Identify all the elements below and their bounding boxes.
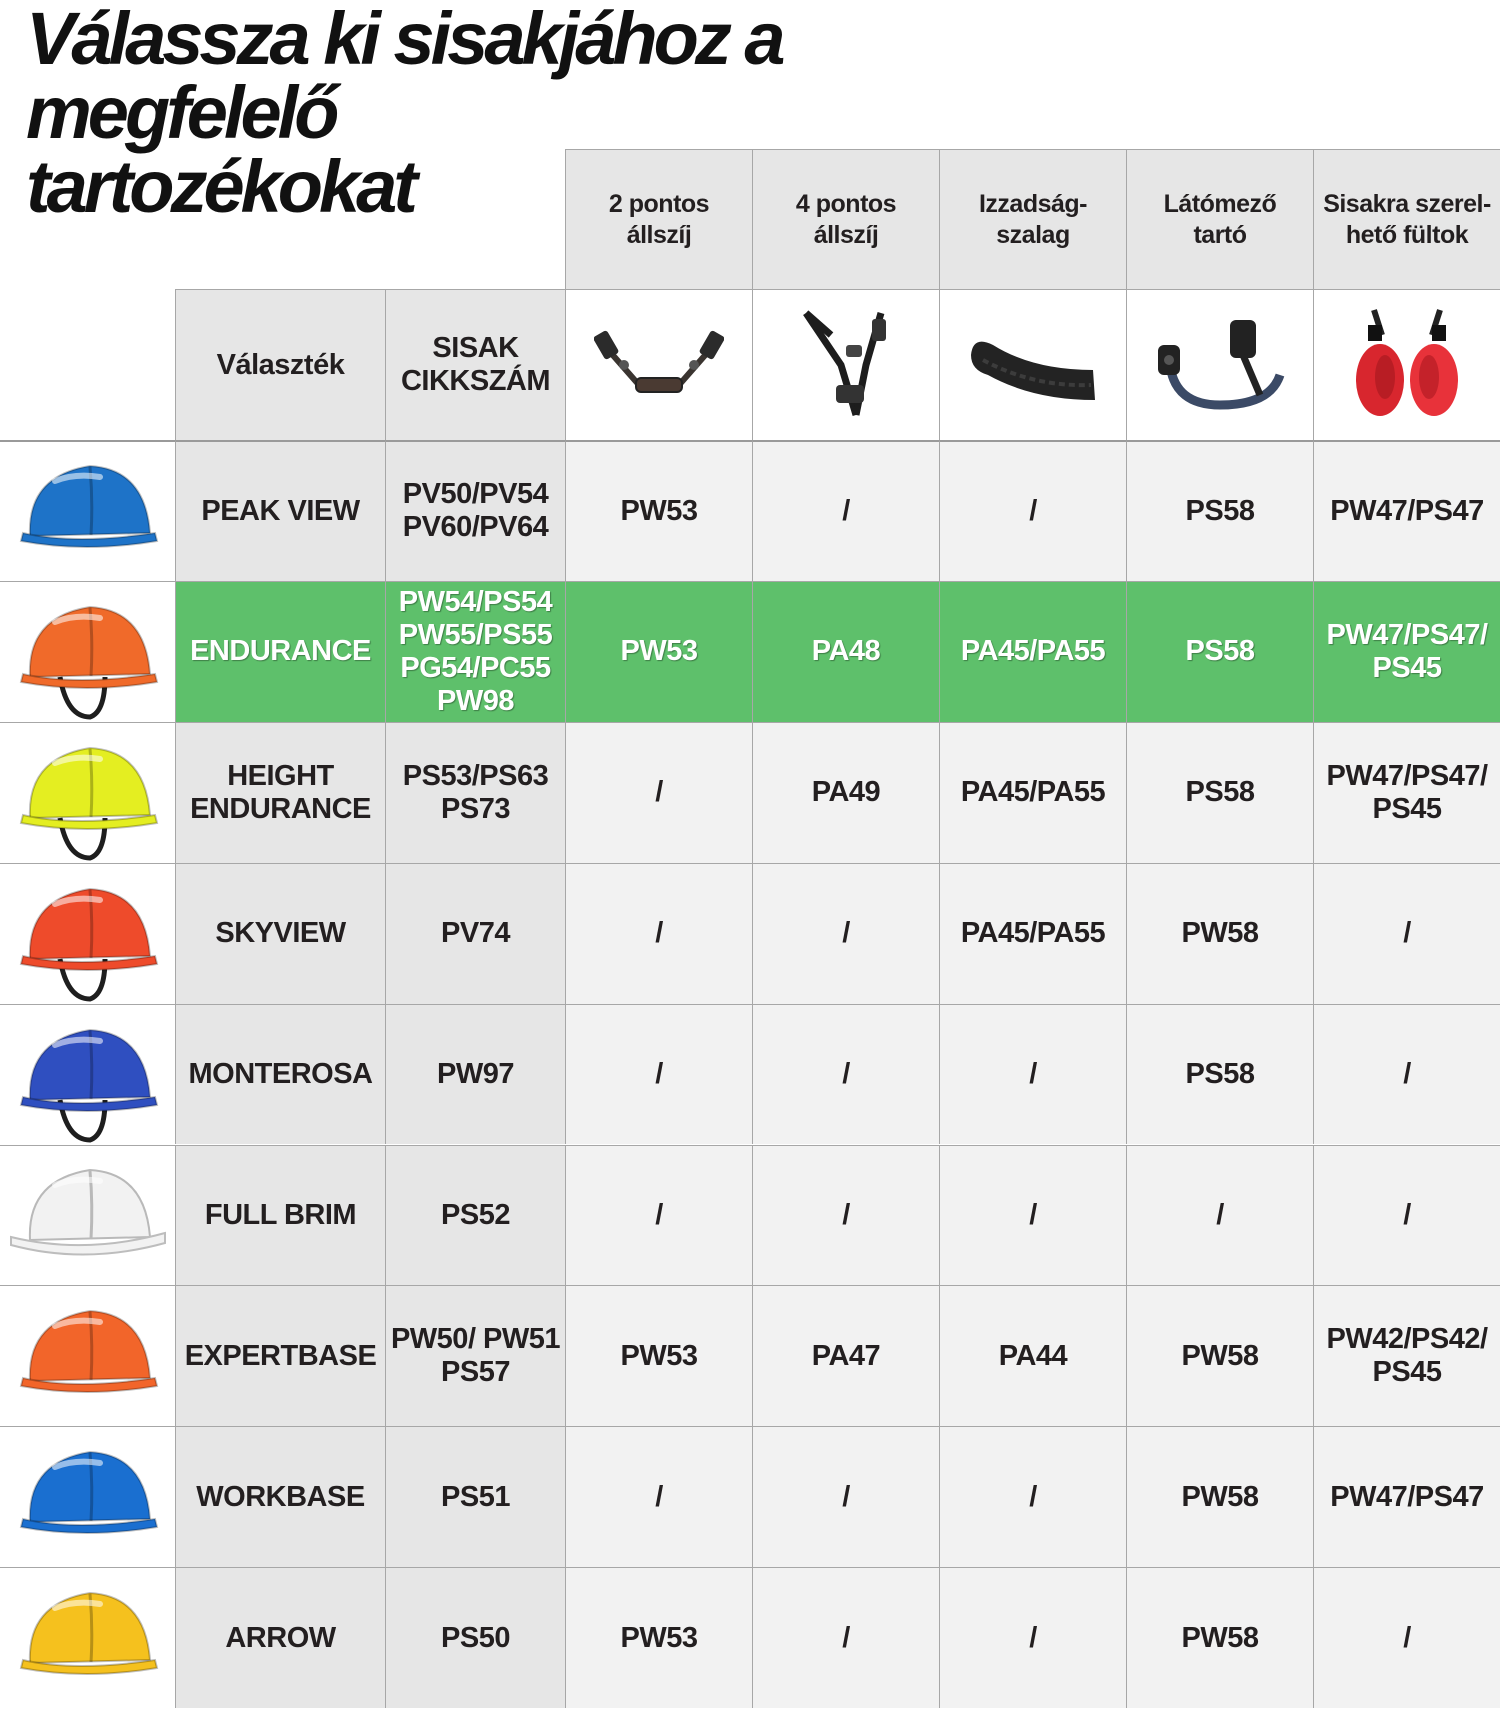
white-full-brim-helmet-icon [5,1145,170,1285]
orange-endurance-helmet-icon [5,582,170,722]
accessory-code-cell: / [1313,863,1500,1004]
accessory-code-cell: / [1313,1004,1500,1145]
accessory-code-cell: PW47/PS47 [1313,440,1500,581]
accessory-code-cell: / [565,1145,752,1286]
range-column-header: Választék [175,289,385,440]
helmet-range-name: EXPERTBASE [175,1285,385,1426]
accessory-code-cell: / [752,1004,939,1145]
blue-workbase-helmet-icon [5,1427,170,1567]
helmet-range-name: PEAK VIEW [175,440,385,581]
visor-carrier-icon [1150,310,1290,420]
helmet-image [0,581,175,722]
accessory-code-cell: PS58 [1126,1004,1313,1145]
helmet-range-name: SKYVIEW [175,863,385,1004]
title-line: megfelelő [26,71,336,154]
helmet-code: PW50/ PW51 PS57 [385,1285,565,1426]
accessory-code-cell: PW53 [565,1285,752,1426]
accessory-code-cell: PA45/PA55 [939,722,1126,863]
helmet-code: PS51 [385,1426,565,1567]
helmet-code: PV74 [385,863,565,1004]
helmet-code: PS53/PS63 PS73 [385,722,565,863]
accessory-code-cell: PS58 [1126,440,1313,581]
helmet-image [0,440,175,581]
title-line: Válassza ki sisakjához a [26,0,782,80]
helmet-code: PW54/PS54 PW55/PS55 PG54/PC55 PW98 [385,581,565,722]
chin-strap-4-point-icon [752,289,939,440]
chin-strap-2-point-icon [594,310,724,420]
accessory-code-cell: PW53 [565,581,752,722]
helmet-range-name: FULL BRIM [175,1145,385,1286]
accessory-code-cell: PW58 [1126,863,1313,1004]
accessory-code-cell: / [565,1004,752,1145]
helmet-image [0,1285,175,1426]
helmet-code: PW97 [385,1004,565,1145]
helmet-range-name: WORKBASE [175,1426,385,1567]
accessory-code-cell: / [939,1004,1126,1145]
sweatband-icon [963,315,1103,415]
ear-defender-icon [1352,305,1462,425]
accessory-code-cell: PW53 [565,440,752,581]
accessory-code-cell: / [939,1145,1126,1286]
ear-defender-icon [1313,289,1500,440]
code-column-header: SISAK CIKKSZÁM [385,289,565,440]
accessory-header: Sisakra szerel- hető fültok [1313,149,1500,289]
helmet-code: PV50/PV54 PV60/PV64 [385,440,565,581]
accessory-code-cell: / [752,1426,939,1567]
accessory-code-cell: PA45/PA55 [939,863,1126,1004]
accessory-code-cell: PA48 [752,581,939,722]
accessory-code-cell: PA49 [752,722,939,863]
accessory-header: 4 pontos állszíj [752,149,939,289]
helmet-image [0,863,175,1004]
helmet-code: PS52 [385,1145,565,1286]
accessory-code-cell: / [1313,1145,1500,1286]
helmet-range-name: ARROW [175,1567,385,1708]
helmet-image [0,1426,175,1567]
helmet-range-name: ENDURANCE [175,581,385,722]
helmet-range-name: MONTEROSA [175,1004,385,1145]
accessory-code-cell: PA47 [752,1285,939,1426]
visor-carrier-icon [1126,289,1313,440]
accessory-header: 2 pontos állszíj [565,149,752,289]
accessory-code-cell: PW58 [1126,1567,1313,1708]
sweatband-icon [939,289,1126,440]
orange-expertbase-helmet-icon [5,1286,170,1426]
accessory-code-cell: PA44 [939,1285,1126,1426]
accessory-code-cell: / [565,1426,752,1567]
accessory-code-cell: PW58 [1126,1426,1313,1567]
accessory-code-cell: / [939,1567,1126,1708]
red-skyview-helmet-icon [5,864,170,1004]
accessory-code-cell: PW47/PS47 [1313,1426,1500,1567]
helmet-image [0,722,175,863]
accessory-code-cell: PW58 [1126,1285,1313,1426]
accessory-code-cell: PW53 [565,1567,752,1708]
chin-strap-2-point-icon [565,289,752,440]
accessory-code-cell: / [565,722,752,863]
accessory-code-cell: / [939,440,1126,581]
accessory-code-cell: PA45/PA55 [939,581,1126,722]
accessory-code-cell: / [752,1567,939,1708]
yellow-arrow-helmet-icon [5,1568,170,1708]
accessory-code-cell: / [1126,1145,1313,1286]
accessory-code-cell: PW42/PS42/ PS45 [1313,1285,1500,1426]
accessory-code-cell: / [752,1145,939,1286]
accessory-code-cell: / [565,863,752,1004]
accessory-code-cell: / [1313,1567,1500,1708]
yellow-height-endurance-helmet-icon [5,723,170,863]
accessory-code-cell: PW47/PS47/ PS45 [1313,581,1500,722]
accessory-code-cell: / [752,863,939,1004]
blue-peak-view-helmet-icon [5,441,170,581]
chin-strap-4-point-icon [786,305,906,425]
helmet-range-name: HEIGHT ENDURANCE [175,722,385,863]
helmet-code: PS50 [385,1567,565,1708]
accessory-code-cell: PS58 [1126,722,1313,863]
accessory-header: Látómező tartó [1126,149,1313,289]
accessory-code-cell: / [752,440,939,581]
accessory-header: Izzadság- szalag [939,149,1126,289]
blue-monterosa-helmet-icon [5,1005,170,1145]
helmet-image [0,1567,175,1708]
helmet-image [0,1145,175,1286]
accessory-code-cell: PW47/PS47/ PS45 [1313,722,1500,863]
title-line: tartozékokat [26,145,414,228]
accessory-code-cell: PS58 [1126,581,1313,722]
helmet-image [0,1004,175,1145]
accessory-code-cell: / [939,1426,1126,1567]
